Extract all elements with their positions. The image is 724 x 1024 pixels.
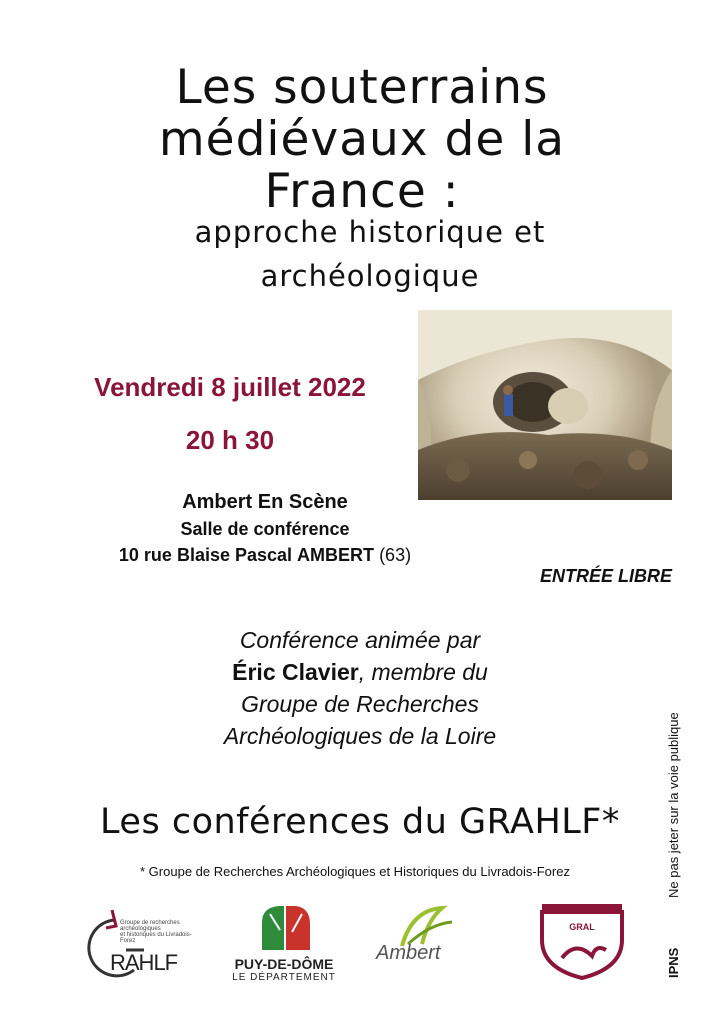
- title-line-2: médiévaux de la: [158, 112, 566, 167]
- venue-street: 10 rue Blaise Pascal: [118, 545, 293, 565]
- venue-room: Salle de conférence: [180, 519, 350, 539]
- grahlf-logo: [76, 900, 206, 990]
- speaker-org-line-1: Groupe de Recherches: [241, 691, 479, 717]
- speaker-name: Éric Clavier: [232, 659, 359, 685]
- grahlf-tagline-1: Groupe de recherches archéologiques: [120, 920, 180, 932]
- grahlf-tagline: [120, 920, 206, 944]
- gral-logo: [536, 900, 628, 990]
- grahlf-emblem-icon: [76, 900, 206, 990]
- series-title: Les conférences du GRAHLF*: [100, 802, 620, 842]
- venue-block: [40, 488, 490, 568]
- subtitle-line-1: approche historique et: [194, 215, 546, 249]
- venue-city: AMBERT: [297, 545, 375, 565]
- ipns-label: IPNS: [666, 947, 681, 978]
- gral-name: GRAL: [569, 922, 595, 932]
- footnote: * Groupe de Recherches Archéologiques et Historiques du Livradois-Forez: [140, 864, 570, 879]
- speaker-line: [150, 656, 570, 688]
- venue-name: Ambert En Scène: [182, 491, 348, 513]
- title-line-3: France :: [264, 164, 460, 219]
- tunnel-photo: [418, 310, 672, 500]
- grahlf-name: RAHLF: [110, 950, 178, 975]
- puydedome-name: PUY-DE-DÔME: [234, 956, 334, 972]
- puydedome-logo: [226, 900, 342, 990]
- poster-subtitle: [120, 210, 620, 298]
- ambert-logo: [372, 900, 468, 990]
- tunnel-photo-image: [418, 310, 672, 500]
- event-time: 20 h 30: [185, 425, 275, 455]
- venue-dept: (63): [379, 545, 412, 565]
- speaker-org-line-2: Archéologiques de la Loire: [223, 723, 497, 749]
- gral-shield-icon: [536, 900, 628, 980]
- speaker-intro: Conférence animée par: [239, 627, 481, 653]
- title-line-1: Les souterrains: [175, 60, 549, 115]
- grahlf-tagline-2: et historiques du Livradois-Forez: [120, 932, 192, 944]
- speaker-block: [150, 624, 570, 752]
- puydedome-subtitle: LE DÉPARTEMENT: [232, 972, 336, 983]
- event-date: Vendredi 8 juillet 2022: [94, 372, 366, 402]
- venue-address: [40, 542, 490, 568]
- admission-free: ENTRÉE LIBRE: [539, 566, 672, 586]
- speaker-role: , membre du: [358, 659, 488, 685]
- ambert-name: Ambert: [376, 942, 441, 964]
- poster-title: [60, 62, 664, 218]
- side-note: Ne pas jeter sur la voie publique: [666, 712, 681, 898]
- subtitle-line-2: archéologique: [260, 259, 480, 293]
- leaf-icon: [226, 900, 342, 954]
